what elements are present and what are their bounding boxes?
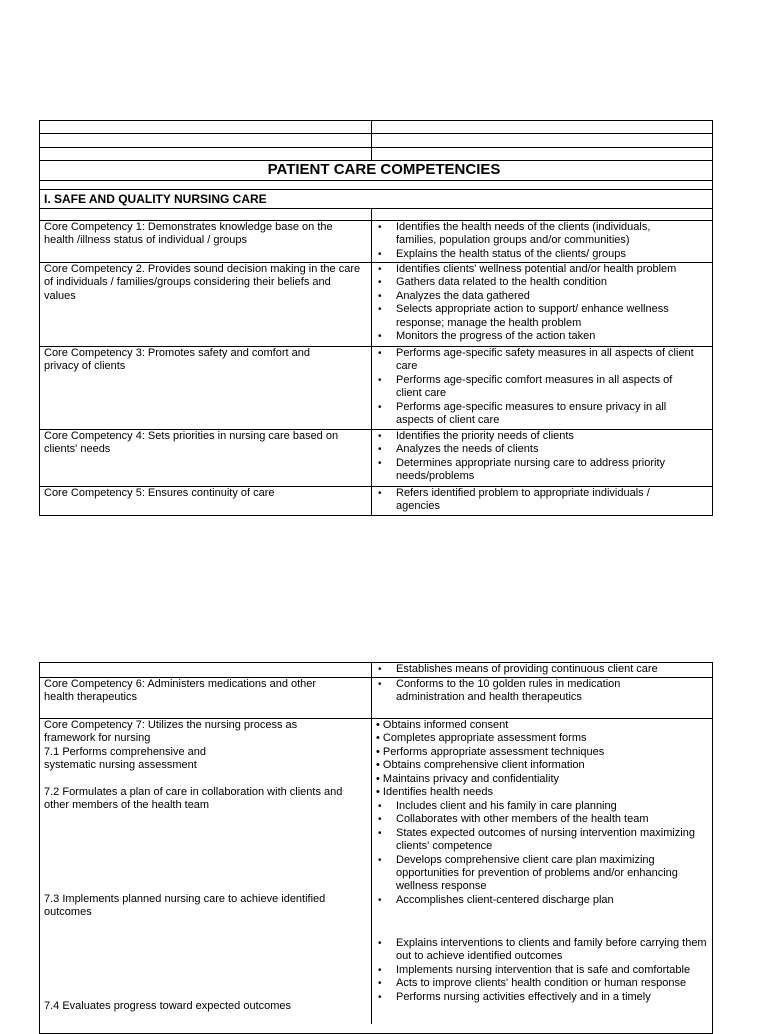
indicator-item: • Performs appropriate assessment techniques xyxy=(376,745,605,758)
indicator-item: • Maintains privacy and confidentiality xyxy=(376,772,559,785)
indicator-item: • Performs nursing activities effectively and in a timely xyxy=(372,991,708,1004)
indicator-item: • Collaborates with other members of the health team xyxy=(372,813,702,826)
indicator-item: • Identifies health needs xyxy=(376,786,493,799)
competency-7-3-indicators xyxy=(372,937,708,1004)
competency-2: Core Competency 2. Provides sound decision making in the care of individuals / families/groups considering their beliefs and values xyxy=(44,263,361,302)
indicator-item: • Analyzes the data gathered xyxy=(372,290,702,303)
indicator-item: • Obtains informed consent xyxy=(376,719,509,731)
indicator-item: • Identifies the health needs of the clients (individuals, families, population groups and/or communities) xyxy=(372,221,692,248)
competency-5-indicators xyxy=(372,487,682,514)
indicator-item: • Refers identified problem to appropriate individuals / agencies xyxy=(372,487,682,514)
row-divider xyxy=(39,147,713,148)
competency-7-4: 7.4 Evaluates progress toward expected outcomes xyxy=(44,1000,292,1012)
indicator-item: • Conforms to the 10 golden rules in medication administration and health therapeutics xyxy=(372,678,672,705)
indicator-item: • Obtains comprehensive client information xyxy=(376,759,585,772)
indicator-item: • Acts to improve clients' health condition or human response xyxy=(372,977,708,990)
indicator-item: • Performs age-specific comfort measures in all aspects of client care xyxy=(372,374,697,401)
competency-7-2-indicators xyxy=(372,800,702,907)
competency-6: Core Competency 6: Administers medications and other health therapeutics xyxy=(44,678,317,704)
competency-7-1: 7.1 Performs comprehensive and systematic nursing assessment xyxy=(44,746,207,772)
indicator-item: • Performs age-specific measures to ensure privacy in all aspects of client care xyxy=(372,401,697,428)
row-divider xyxy=(39,180,713,181)
indicator-item: • Completes appropriate assessment forms xyxy=(376,732,587,745)
indicator-item: • Selects appropriate action to support/ enhance wellness response; manage the health problem xyxy=(372,303,702,330)
indicator-item: • Establishes means of providing continuous client care xyxy=(372,663,707,676)
competency-7-2: 7.2 Formulates a plan of care in collaboration with clients and other members of the health team xyxy=(44,786,343,812)
competency-1: Core Competency 1: Demonstrates knowledge base on the health /illness status of individual / groups xyxy=(44,221,333,247)
indicator-item: • Accomplishes client-centered discharge plan xyxy=(372,894,702,907)
indicator-item: • Gathers data related to the health condition xyxy=(372,276,702,289)
column-divider xyxy=(371,120,372,161)
competency-2-indicators xyxy=(372,263,702,343)
continued-indicators xyxy=(372,663,707,676)
page-title: PATIENT CARE COMPETENCIES xyxy=(267,161,501,178)
competency-6-indicators xyxy=(372,678,672,705)
indicator-item: • Implements nursing intervention that is safe and comfortable xyxy=(372,964,708,977)
competency-7-1-indicators xyxy=(376,719,696,799)
competency-7-3: 7.3 Implements planned nursing care to achieve identified outcomes xyxy=(44,893,326,919)
row-divider xyxy=(39,189,713,190)
section-heading: I. SAFE AND QUALITY NURSING CARE xyxy=(44,192,267,206)
indicator-item: • Identifies clients' wellness potential and/or health problem xyxy=(372,263,702,276)
competency-4: Core Competency 4: Sets priorities in nursing care based on clients' needs xyxy=(44,430,339,456)
indicator-item: • Explains the health status of the clients/ groups xyxy=(372,248,692,261)
competency-4-indicators xyxy=(372,430,697,484)
indicator-item: • Analyzes the needs of clients xyxy=(372,443,697,456)
indicator-item: • Performs age-specific safety measures in all aspects of client care xyxy=(372,347,697,374)
competency-1-indicators xyxy=(372,221,692,261)
row-divider xyxy=(39,208,713,209)
competency-5: Core Competency 5: Ensures continuity of care xyxy=(44,487,275,499)
indicator-item: • Determines appropriate nursing care to address priority needs/problems xyxy=(372,457,697,484)
row-divider xyxy=(39,133,713,134)
competency-3-indicators xyxy=(372,347,697,427)
indicator-item: • Explains interventions to clients and family before carrying them out to achieve identified outcomes xyxy=(372,937,708,964)
competency-3: Core Competency 3: Promotes safety and comfort and privacy of clients xyxy=(44,347,310,373)
indicator-item: • Identifies the priority needs of clients xyxy=(372,430,697,443)
competency-7-title: Core Competency 7: Utilizes the nursing process as framework for nursing xyxy=(44,719,298,745)
indicator-item: • Includes client and his family in care planning xyxy=(372,800,702,813)
indicator-item: • Monitors the progress of the action taken xyxy=(372,330,702,343)
indicator-item: • Develops comprehensive client care plan maximizing opportunities for prevention of problems and/or enhancing wellness response xyxy=(372,854,702,894)
indicator-item: • States expected outcomes of nursing intervention maximizing clients' competence xyxy=(372,827,702,854)
